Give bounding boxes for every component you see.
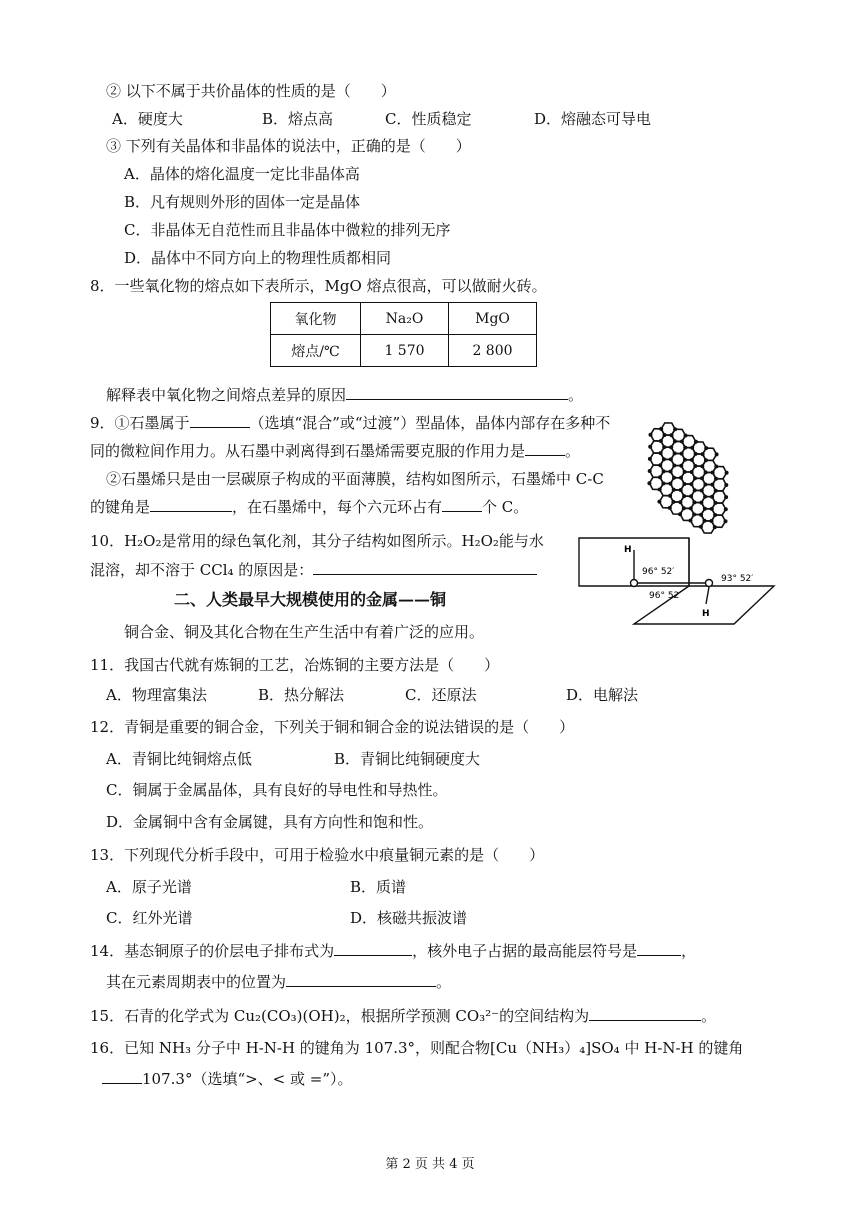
carbon-atom (671, 500, 675, 504)
carbon-atom (690, 458, 694, 462)
q10-answer-blank[interactable] (313, 560, 537, 575)
section-2-intro: 铜合金、铜及其化合物在生产生活中有着广泛的应用。 (124, 623, 485, 641)
carbon-atom (701, 452, 705, 456)
q9-line2: 同的微粒间作用力。从石墨中剥离得到石墨烯需要克服的作用力是 。 (90, 442, 581, 460)
carbon-atom (661, 482, 665, 486)
carbon-atom (679, 464, 683, 468)
q9-line1: 9．①石墨属于 （选填“混合”或“过渡”）型晶体，晶体内部存在多种不 (90, 414, 611, 432)
q9-blank-crystal-type[interactable] (190, 413, 250, 428)
h2o2-angle-3: 93° 52′ (721, 574, 754, 584)
carbon-atom (690, 470, 694, 474)
h2o2-label-h-top: H (624, 545, 632, 555)
q11-option-c: C．还原法 (405, 686, 477, 704)
h2o2-label-h-bottom: H (702, 609, 710, 619)
q13-option-b: B．质谱 (350, 878, 407, 896)
carbon-atom (658, 488, 662, 492)
carbon-atom (710, 495, 714, 499)
q14-line2: 其在元素周期表中的位置为 。 (106, 973, 452, 991)
carbon-atom (710, 519, 714, 523)
carbon-atom (670, 433, 674, 437)
carbon-atom (672, 488, 676, 492)
section-2-title: 二、人类最早大规模使用的金属——铜 (174, 590, 447, 609)
carbon-atom (704, 470, 708, 474)
carbon-atom (699, 513, 703, 517)
carbon-atom (715, 452, 719, 456)
q9-blank-bond-angle[interactable] (150, 497, 232, 512)
carbon-atom (659, 451, 663, 455)
carbon-atom (703, 507, 707, 511)
graphene-hexagon (712, 479, 726, 491)
q12-option-a: A．青铜比纯铜熔点低 (106, 750, 252, 768)
h2o2-structure-figure (574, 536, 778, 626)
carbon-atom (704, 458, 708, 462)
h2o2-angle-1: 96° 52′ (642, 567, 675, 577)
q9-blank-force[interactable] (525, 441, 565, 456)
q7-sub2-option-b: B．熔点高 (262, 110, 334, 128)
carbon-atom (694, 440, 698, 444)
carbon-atom (668, 494, 672, 498)
graphene-hexagon (712, 503, 726, 515)
carbon-atom (699, 501, 703, 505)
q15-line: 15．石青的化学式为 Cu₂(CO₃)(OH)₂，根据所学预测 CO₃²⁻的空间结构为 。 (90, 1007, 717, 1025)
carbon-atom (724, 495, 728, 499)
carbon-atom (682, 482, 686, 486)
q7-sub3-option-b: B．凡有规则外形的固体一定是晶体 (124, 193, 361, 211)
h2o2-angle-2: 96° 52′ (649, 591, 682, 601)
q7-sub2-option-d: D．熔融态可导电 (534, 110, 652, 128)
q13-stem: 13．下列现代分析手段中，可用于检验水中痕量铜元素的是（ ） (90, 846, 545, 864)
carbon-atom (703, 519, 707, 523)
q7-sub3-stem: ③ 下列有关晶体和非晶体的说法中，正确的是（ ） (106, 137, 471, 155)
carbon-atom (673, 439, 677, 443)
carbon-atom (713, 525, 717, 529)
q7-sub3-option-d: D．晶体中不同方向上的物理性质都相同 (124, 249, 392, 267)
q11-option-d: D．电解法 (566, 686, 639, 704)
q14-blank-shell[interactable] (637, 941, 681, 956)
carbon-atom (693, 476, 697, 480)
page-footer: 第 2 页 共 4 页 (385, 1157, 475, 1172)
carbon-atom (684, 434, 688, 438)
carbon-atom (673, 451, 677, 455)
graphene-hexagon (712, 515, 726, 527)
carbon-atom (662, 445, 666, 449)
carbon-atom (694, 452, 698, 456)
carbon-atom (700, 464, 704, 468)
carbon-atom (700, 489, 704, 493)
carbon-atom (682, 506, 686, 510)
q14-line1: 14．基态铜原子的价层电子排布式为 ，核外电子占据的最高能层符号是 ， (90, 942, 697, 960)
carbon-atom (678, 512, 682, 516)
q9-line4: 的键角是 ，在石墨烯中，每个六元环占有 个 C。 (90, 498, 529, 516)
graphene-structure-figure (628, 398, 748, 558)
q7-sub2-stem: ② 以下不属于共价晶体的性质的是（ ） (106, 82, 396, 100)
carbon-atom (710, 507, 714, 511)
carbon-atom (693, 464, 697, 468)
q16-line1: 16．已知 NH₃ 分子中 H-N-H 的键角为 107.3°，则配合物[Cu（NH₃）₄]SO₄ 中 H-N-H 的键角 (90, 1039, 744, 1057)
carbon-atom (683, 458, 687, 462)
table-row-label: 熔点/℃ (271, 335, 361, 367)
q11-option-a: A．物理富集法 (106, 686, 207, 704)
q16-answer-blank[interactable] (102, 1069, 142, 1084)
carbon-atom (662, 469, 666, 473)
carbon-atom (657, 500, 661, 504)
carbon-atom (704, 446, 708, 450)
carbon-atom (680, 452, 684, 456)
carbon-atom (724, 483, 728, 487)
carbon-atom (678, 500, 682, 504)
carbon-atom (699, 525, 703, 529)
carbon-atom (672, 476, 676, 480)
graphene-hexagon (712, 491, 726, 503)
carbon-atom (692, 500, 696, 504)
carbon-atom (683, 446, 687, 450)
carbon-atom (703, 483, 707, 487)
carbon-atom (680, 440, 684, 444)
q11-stem: 11．我国古代就有炼铜的工艺，冶炼铜的主要方法是（ ） (90, 656, 500, 674)
carbon-atom (724, 519, 728, 523)
carbon-atom (683, 470, 687, 474)
q8-ask: 解释表中氧化物之间熔点差异的原因 (106, 386, 347, 404)
carbon-atom (692, 513, 696, 517)
carbon-atom (714, 489, 718, 493)
carbon-atom (679, 488, 683, 492)
carbon-atom (659, 439, 663, 443)
q14-blank-config[interactable] (334, 941, 412, 956)
carbon-atom (690, 446, 694, 450)
carbon-atom (659, 427, 663, 431)
q13-option-c: C．红外光谱 (106, 909, 193, 927)
table-cell-na2o: 1 570 (361, 335, 449, 367)
carbon-atom (725, 471, 729, 475)
graphene-hexagon (713, 467, 727, 479)
q7-sub2-option-c: C．性质稳定 (385, 110, 472, 128)
carbon-atom (648, 445, 652, 449)
carbon-atom (713, 501, 717, 505)
q8-ask-line: 解释表中氧化物之间熔点差异的原因 。 (106, 386, 584, 404)
carbon-atom (682, 494, 686, 498)
carbon-atom (669, 470, 673, 474)
carbon-atom (710, 483, 714, 487)
q13-option-a: A．原子光谱 (106, 878, 192, 896)
carbon-atom (658, 463, 662, 467)
q8-stem: 8．一些氧化物的熔点如下表所示，MgO 熔点很高，可以做耐火砖。 (90, 277, 547, 295)
q9-blank-carbon-count[interactable] (442, 497, 482, 512)
table-header-oxide: 氧化物 (271, 303, 361, 335)
carbon-atom (648, 457, 652, 461)
graphene-hexagon (703, 448, 717, 460)
carbon-atom (693, 488, 697, 492)
table-cell-mgo: 2 800 (449, 335, 537, 367)
carbon-atom (662, 457, 666, 461)
carbon-atom (711, 471, 715, 475)
carbon-atom (647, 481, 651, 485)
q16-line2: 107.3°（选填“>、< 或 =”）。 (102, 1068, 353, 1089)
carbon-atom (668, 506, 672, 510)
q7-sub3-option-a: A．晶体的熔化温度一定比非晶体高 (124, 165, 360, 183)
carbon-atom (713, 513, 717, 517)
q7-sub2-option-a: A．硬度大 (112, 110, 183, 128)
q12-option-b: B．青铜比纯铜硬度大 (334, 750, 481, 768)
carbon-atom (703, 495, 707, 499)
carbon-atom (714, 465, 718, 469)
carbon-atom (689, 482, 693, 486)
carbon-atom (658, 475, 662, 479)
carbon-atom (672, 464, 676, 468)
q13-option-d: D．核磁共振波谱 (350, 909, 468, 927)
q11-option-b: B．热分解法 (258, 686, 345, 704)
carbon-atom (673, 427, 677, 431)
carbon-atom (689, 494, 693, 498)
q12-stem: 12．青铜是重要的铜合金，下列关于铜和铜合金的说法错误的是（ ） (90, 718, 575, 736)
q10-line2: 混溶，却不溶于 CCl₄ 的原因是： (90, 559, 537, 580)
q14-blank-position[interactable] (286, 972, 436, 987)
carbon-atom (700, 476, 704, 480)
q12-option-d: D．金属铜中含有金属键，具有方向性和饱和性。 (106, 813, 434, 831)
q8-answer-blank[interactable] (346, 385, 568, 400)
q7-sub3-option-c: C．非晶体无自范性而且非晶体中微粒的排列无序 (124, 221, 451, 239)
q15-answer-blank[interactable] (589, 1006, 701, 1021)
carbon-atom (669, 445, 673, 449)
q9-line3: ②石墨烯只是由一层碳原子构成的平面薄膜，结构如图所示，石墨烯中 C-C (106, 470, 604, 488)
carbon-atom (724, 507, 728, 511)
carbon-atom (689, 506, 693, 510)
q10-line1: 10．H₂O₂是常用的绿色氧化剂，其分子结构如图所示。H₂O₂能与水 (90, 532, 544, 550)
carbon-atom (668, 482, 672, 486)
carbon-atom (649, 433, 653, 437)
carbon-atom (714, 477, 718, 481)
carbon-atom (663, 433, 667, 437)
oxide-melting-point-table (270, 302, 537, 367)
carbon-atom (648, 469, 652, 473)
carbon-atom (669, 457, 673, 461)
table-header-na2o: Na₂O (361, 303, 449, 335)
carbon-atom (689, 519, 693, 523)
q12-option-c: C．铜属于金属晶体，具有良好的导电性和导热性。 (106, 781, 448, 799)
carbon-atom (679, 476, 683, 480)
table-header-mgo: MgO (449, 303, 537, 335)
